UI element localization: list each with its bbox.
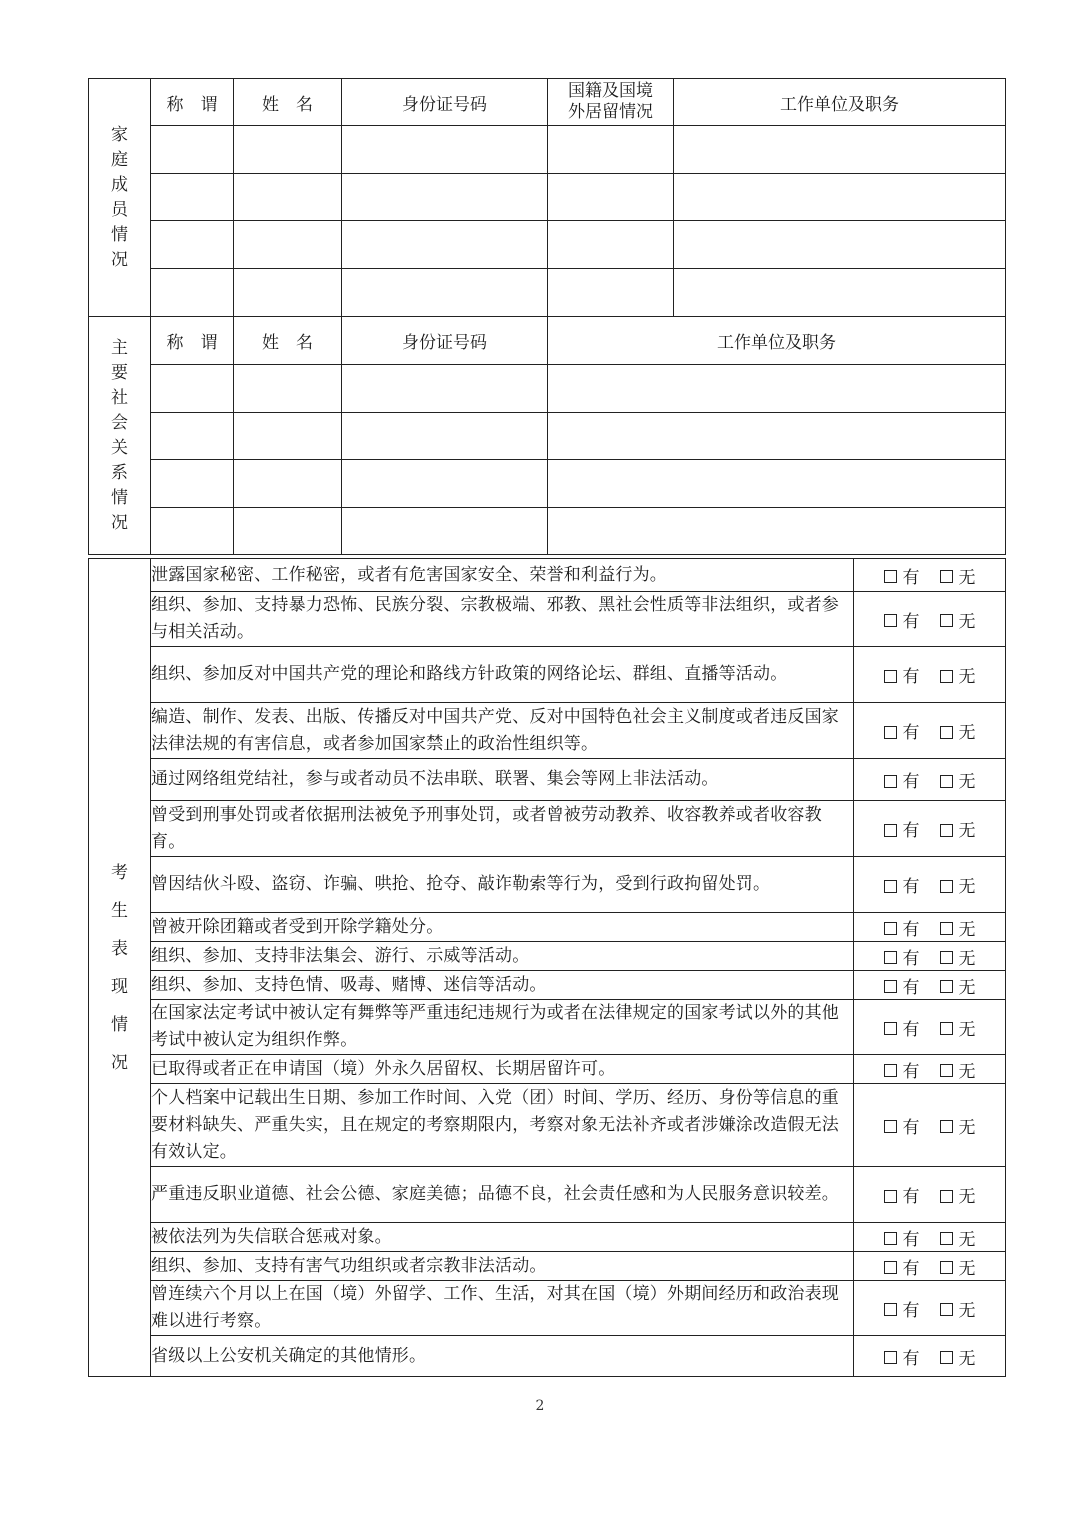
yes-option[interactable] — [884, 1254, 920, 1279]
family-cell-name[interactable] — [234, 221, 342, 269]
yes-label: 有 — [902, 821, 920, 841]
conduct-row — [89, 559, 1006, 592]
conduct-row — [89, 1252, 1006, 1281]
yes-label: 有 — [902, 1300, 920, 1321]
no-label: 无 — [958, 1348, 976, 1369]
no-label: 无 — [958, 1117, 976, 1138]
yes-label: 有 — [902, 611, 920, 632]
no-label: 无 — [958, 723, 976, 743]
family-col-id-number: 身份证号码 — [342, 79, 548, 126]
social-cell-relation[interactable] — [151, 508, 234, 555]
no-option[interactable] — [940, 767, 976, 792]
family-cell-employer[interactable] — [674, 221, 1006, 269]
conduct-item-text: 曾连续六个月以上在国（境）外留学、工作、生活，对其在国（境）外期间经历和政治表现难以进行考察。 — [151, 1281, 854, 1336]
yes-label: 有 — [902, 1348, 920, 1369]
no-option[interactable] — [940, 1182, 976, 1207]
checkbox-icon[interactable] — [884, 824, 897, 837]
yes-no-choice — [854, 1084, 1006, 1167]
social-cell-employer[interactable] — [548, 508, 1006, 555]
no-option[interactable] — [940, 1296, 976, 1321]
social-cell-name[interactable] — [234, 508, 342, 555]
yes-label: 有 — [902, 877, 920, 897]
yes-label: 有 — [902, 1061, 920, 1082]
conduct-row — [89, 1167, 1006, 1223]
yes-option[interactable] — [884, 816, 920, 841]
no-option[interactable] — [940, 872, 976, 897]
family-cell-id[interactable] — [342, 221, 548, 269]
checkbox-icon[interactable] — [940, 1190, 953, 1203]
conduct-item-text: 曾被开除团籍或者受到开除学籍处分。 — [151, 913, 854, 942]
no-label: 无 — [958, 1258, 976, 1279]
checkbox-icon[interactable] — [940, 1351, 953, 1364]
checkbox-icon[interactable] — [884, 726, 897, 739]
conduct-section-label: 考生表现情况 — [89, 559, 151, 1377]
yes-no-choice — [854, 942, 1006, 971]
no-option[interactable] — [940, 1113, 976, 1138]
checkbox-icon[interactable] — [884, 1022, 897, 1035]
no-label: 无 — [958, 567, 976, 588]
social-row — [89, 508, 1006, 555]
no-option[interactable] — [940, 1015, 976, 1040]
yes-option[interactable] — [884, 1113, 920, 1138]
no-option[interactable] — [940, 662, 976, 687]
conduct-row — [89, 971, 1006, 1000]
yes-option[interactable] — [884, 718, 920, 743]
family-col-relation: 称 谓 — [151, 79, 234, 126]
conduct-row — [89, 1000, 1006, 1055]
social-section-label: 主要社会关系情况 — [89, 317, 151, 555]
family-cell-relation[interactable] — [151, 221, 234, 269]
yes-no-choice — [854, 759, 1006, 801]
checkbox-icon[interactable] — [884, 1120, 897, 1133]
yes-option[interactable] — [884, 1344, 920, 1369]
yes-no-choice — [854, 559, 1006, 592]
social-row — [89, 460, 1006, 508]
yes-option[interactable] — [884, 607, 920, 632]
family-col-name: 姓 名 — [234, 79, 342, 126]
yes-no-choice — [854, 1055, 1006, 1084]
conduct-row — [89, 942, 1006, 971]
family-cell-id[interactable] — [342, 269, 548, 317]
no-label: 无 — [958, 1229, 976, 1250]
conduct-item-text: 在国家法定考试中被认定有舞弊等严重违纪违规行为或者在法律规定的国家考试以外的其他考试中被认定为组织作弊。 — [151, 1000, 854, 1055]
yes-no-choice — [854, 801, 1006, 857]
checkbox-icon[interactable] — [940, 922, 953, 935]
conduct-row — [89, 1281, 1006, 1336]
no-label: 无 — [958, 821, 976, 841]
no-option[interactable] — [940, 563, 976, 588]
checkbox-icon[interactable] — [940, 614, 953, 627]
family-cell-nationality[interactable] — [548, 269, 674, 317]
no-option[interactable] — [940, 607, 976, 632]
checkbox-icon[interactable] — [940, 1022, 953, 1035]
checkbox-icon[interactable] — [940, 670, 953, 683]
social-header-row — [89, 317, 1006, 365]
social-cell-employer[interactable] — [548, 460, 1006, 508]
checkbox-icon[interactable] — [884, 1303, 897, 1316]
yes-no-choice — [854, 913, 1006, 942]
family-cell-name[interactable] — [234, 126, 342, 174]
checkbox-icon[interactable] — [884, 775, 897, 788]
social-cell-id[interactable] — [342, 508, 548, 555]
yes-label: 有 — [902, 1229, 920, 1250]
conduct-row — [89, 857, 1006, 913]
conduct-item-text: 被依法列为失信联合惩戒对象。 — [151, 1223, 854, 1252]
no-label: 无 — [958, 1300, 976, 1321]
family-cell-relation[interactable] — [151, 126, 234, 174]
yes-option[interactable] — [884, 1057, 920, 1082]
conduct-row — [89, 703, 1006, 759]
yes-option[interactable] — [884, 944, 920, 969]
no-option[interactable] — [940, 1225, 976, 1250]
checkbox-icon[interactable] — [884, 1190, 897, 1203]
family-header-row — [89, 79, 1006, 126]
yes-no-choice — [854, 857, 1006, 913]
checkbox-icon[interactable] — [884, 1064, 897, 1077]
yes-option[interactable] — [884, 662, 920, 687]
checkbox-icon[interactable] — [884, 880, 897, 893]
yes-no-choice — [854, 1252, 1006, 1281]
social-col-id-number: 身份证号码 — [342, 317, 548, 365]
social-cell-relation[interactable] — [151, 365, 234, 413]
checkbox-icon[interactable] — [940, 775, 953, 788]
yes-no-choice — [854, 1336, 1006, 1377]
yes-label: 有 — [902, 948, 920, 969]
yes-option[interactable] — [884, 1225, 920, 1250]
social-relations-table — [88, 316, 1006, 555]
family-row — [89, 269, 1006, 317]
nationality-header-line1: 国籍及国境 — [568, 81, 653, 101]
family-col-employer: 工作单位及职务 — [674, 79, 1006, 126]
conduct-row — [89, 1084, 1006, 1167]
checkbox-icon[interactable] — [940, 951, 953, 964]
social-row — [89, 365, 1006, 413]
social-cell-id[interactable] — [342, 460, 548, 508]
yes-option[interactable] — [884, 1182, 920, 1207]
family-cell-nationality[interactable] — [548, 221, 674, 269]
conduct-item-text: 通过网络组党结社，参与或者动员不法串联、联署、集会等网上非法活动。 — [151, 759, 854, 801]
no-option[interactable] — [940, 718, 976, 743]
conduct-item-text: 省级以上公安机关确定的其他情形。 — [151, 1336, 854, 1377]
conduct-row — [89, 801, 1006, 857]
family-cell-id[interactable] — [342, 126, 548, 174]
family-members-table — [88, 78, 1006, 317]
yes-no-choice — [854, 1281, 1006, 1336]
yes-label: 有 — [902, 977, 920, 998]
conduct-row — [89, 1055, 1006, 1084]
yes-label: 有 — [902, 1258, 920, 1279]
yes-label: 有 — [902, 723, 920, 743]
yes-label: 有 — [902, 1187, 920, 1207]
checkbox-icon[interactable] — [940, 726, 953, 739]
conduct-item-text: 组织、参加、支持暴力恐怖、民族分裂、宗教极端、邪教、黑社会性质等非法组织，或者参与相关活动。 — [151, 592, 854, 647]
yes-label: 有 — [902, 1117, 920, 1138]
social-cell-name[interactable] — [234, 460, 342, 508]
no-option[interactable] — [940, 1344, 976, 1369]
yes-label: 有 — [902, 919, 920, 940]
yes-option[interactable] — [884, 872, 920, 897]
family-cell-employer[interactable] — [674, 269, 1006, 317]
yes-label: 有 — [902, 667, 920, 687]
family-section-label: 家庭成员情况 — [89, 79, 151, 317]
family-row — [89, 174, 1006, 221]
yes-no-choice — [854, 592, 1006, 647]
conduct-item-text: 已取得或者正在申请国（境）外永久居留权、长期居留许可。 — [151, 1055, 854, 1084]
family-cell-nationality[interactable] — [548, 126, 674, 174]
no-label: 无 — [958, 667, 976, 687]
social-cell-relation[interactable] — [151, 413, 234, 460]
conduct-row — [89, 647, 1006, 703]
no-label: 无 — [958, 948, 976, 969]
social-col-employer: 工作单位及职务 — [548, 317, 1006, 365]
family-col-nationality — [548, 79, 674, 126]
social-cell-id[interactable] — [342, 365, 548, 413]
checkbox-icon[interactable] — [940, 1261, 953, 1274]
conduct-item-text: 个人档案中记载出生日期、参加工作时间、入党（团）时间、学历、经历、身份等信息的重要材料缺失、严重失实，且在规定的考察期限内，考察对象无法补齐或者涉嫌涂改造假无法有效认定。 — [151, 1084, 854, 1167]
checkbox-icon[interactable] — [884, 614, 897, 627]
checkbox-icon[interactable] — [884, 570, 897, 583]
conduct-item-text: 组织、参加、支持色情、吸毒、赌博、迷信等活动。 — [151, 971, 854, 1000]
family-cell-id[interactable] — [342, 174, 548, 221]
no-label: 无 — [958, 772, 976, 792]
conduct-row — [89, 759, 1006, 801]
yes-option[interactable] — [884, 973, 920, 998]
conduct-item-text: 泄露国家秘密、工作秘密，或者有危害国家安全、荣誉和利益行为。 — [151, 559, 854, 592]
yes-label: 有 — [902, 1019, 920, 1040]
yes-no-choice — [854, 1167, 1006, 1223]
checkbox-icon[interactable] — [940, 1064, 953, 1077]
social-row — [89, 413, 1006, 460]
no-label: 无 — [958, 1061, 976, 1082]
family-cell-name[interactable] — [234, 174, 342, 221]
yes-label: 有 — [902, 567, 920, 588]
social-col-name: 姓 名 — [234, 317, 342, 365]
conduct-item-text: 曾因结伙斗殴、盗窃、诈骗、哄抢、抢夺、敲诈勒索等行为，受到行政拘留处罚。 — [151, 857, 854, 913]
no-label: 无 — [958, 1187, 976, 1207]
checkbox-icon[interactable] — [884, 1351, 897, 1364]
yes-option[interactable] — [884, 1015, 920, 1040]
social-col-relation: 称 谓 — [151, 317, 234, 365]
conduct-item-text: 组织、参加反对中国共产党的理论和路线方针政策的网络论坛、群组、直播等活动。 — [151, 647, 854, 703]
family-cell-name[interactable] — [234, 269, 342, 317]
conduct-item-text: 严重违反职业道德、社会公德、家庭美德；品德不良，社会责任感和为人民服务意识较差。 — [151, 1167, 854, 1223]
checkbox-icon[interactable] — [940, 1232, 953, 1245]
checkbox-icon[interactable] — [884, 951, 897, 964]
conduct-row — [89, 913, 1006, 942]
checkbox-icon[interactable] — [884, 1232, 897, 1245]
no-label: 无 — [958, 877, 976, 897]
yes-option[interactable] — [884, 1296, 920, 1321]
no-label: 无 — [958, 977, 976, 998]
social-cell-employer[interactable] — [548, 413, 1006, 460]
conduct-item-text: 组织、参加、支持有害气功组织或者宗教非法活动。 — [151, 1252, 854, 1281]
no-label: 无 — [958, 1019, 976, 1040]
family-row — [89, 221, 1006, 269]
candidate-conduct-table — [88, 558, 1006, 1377]
no-option[interactable] — [940, 944, 976, 969]
social-cell-name[interactable] — [234, 413, 342, 460]
no-option[interactable] — [940, 1057, 976, 1082]
conduct-row — [89, 592, 1006, 647]
family-cell-relation[interactable] — [151, 174, 234, 221]
page-number: 2 — [535, 1398, 545, 1414]
conduct-item-text: 曾受到刑事处罚或者依据刑法被免予刑事处罚，或者曾被劳动教养、收容教养或者收容教育。 — [151, 801, 854, 857]
conduct-row — [89, 1336, 1006, 1377]
yes-no-choice — [854, 1223, 1006, 1252]
no-option[interactable] — [940, 816, 976, 841]
conduct-row — [89, 1223, 1006, 1252]
checkbox-icon[interactable] — [940, 1303, 953, 1316]
yes-label: 有 — [902, 772, 920, 792]
checkbox-icon[interactable] — [940, 880, 953, 893]
no-option[interactable] — [940, 915, 976, 940]
checkbox-icon[interactable] — [940, 1120, 953, 1133]
social-cell-name[interactable] — [234, 365, 342, 413]
yes-option[interactable] — [884, 915, 920, 940]
no-label: 无 — [958, 611, 976, 632]
checkbox-icon[interactable] — [884, 980, 897, 993]
checkbox-icon[interactable] — [884, 670, 897, 683]
checkbox-icon[interactable] — [884, 1261, 897, 1274]
yes-no-choice — [854, 703, 1006, 759]
checkbox-icon[interactable] — [884, 922, 897, 935]
no-option[interactable] — [940, 973, 976, 998]
family-row — [89, 126, 1006, 174]
yes-no-choice — [854, 647, 1006, 703]
checkbox-icon[interactable] — [940, 980, 953, 993]
social-cell-id[interactable] — [342, 413, 548, 460]
nationality-header-line2: 外居留情况 — [568, 102, 653, 122]
checkbox-icon[interactable] — [940, 824, 953, 837]
yes-option[interactable] — [884, 767, 920, 792]
social-cell-relation[interactable] — [151, 460, 234, 508]
family-cell-employer[interactable] — [674, 174, 1006, 221]
conduct-item-text: 编造、制作、发表、出版、传播反对中国共产党、反对中国特色社会主义制度或者违反国家法律法规的有害信息，或者参加国家禁止的政治性组织等。 — [151, 703, 854, 759]
conduct-item-text: 组织、参加、支持非法集会、游行、示威等活动。 — [151, 942, 854, 971]
family-cell-nationality[interactable] — [548, 174, 674, 221]
social-cell-employer[interactable] — [548, 365, 1006, 413]
no-option[interactable] — [940, 1254, 976, 1279]
yes-option[interactable] — [884, 563, 920, 588]
yes-no-choice — [854, 1000, 1006, 1055]
family-cell-relation[interactable] — [151, 269, 234, 317]
no-label: 无 — [958, 919, 976, 940]
checkbox-icon[interactable] — [940, 570, 953, 583]
family-cell-employer[interactable] — [674, 126, 1006, 174]
yes-no-choice — [854, 971, 1006, 1000]
